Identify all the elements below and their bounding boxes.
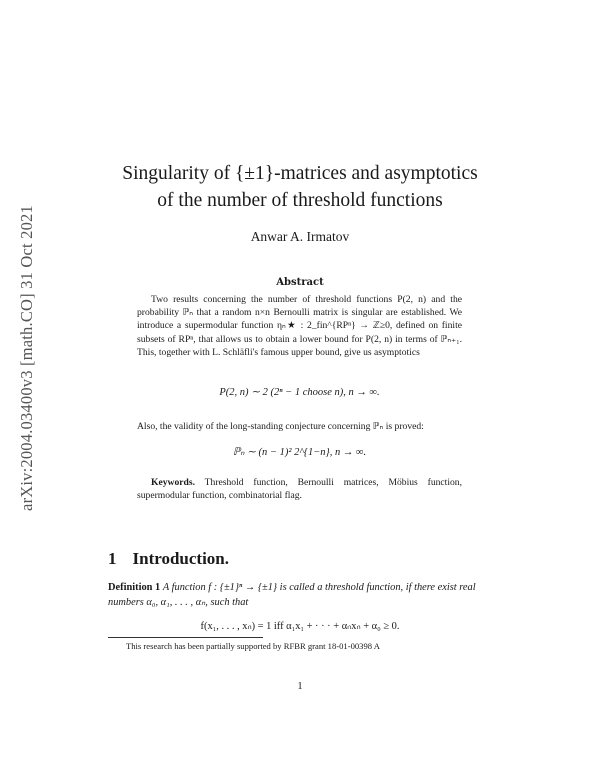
keywords-text: Threshold function, Bernoulli matrices, Möbius function, supermodular function, combinatorial flag. xyxy=(137,477,462,502)
definition-text: A function f : {±1}ⁿ → {±1} is called a threshold function, if there exist real numbers α₀, α₁, . . . , αₙ, such that xyxy=(108,582,476,608)
footnote: This research has been partially supported by RFBR grant 18-01-00398 A xyxy=(126,641,380,651)
conjecture-equation: ℙₙ ∼ (n − 1)² 2^{1−n}, n → ∞. xyxy=(232,447,367,458)
section-number: 1 xyxy=(108,549,117,568)
arxiv-identifier: arXiv:2004.03400v3 [math.CO] 31 Oct 2021 xyxy=(17,204,36,511)
footnote-rule xyxy=(108,637,263,638)
keywords xyxy=(137,476,462,502)
keywords-label: Keywords. xyxy=(151,477,195,488)
definition-equation: f(x₁, . . . , xₙ) = 1 iff α₁x₁ + · · · + αₙxₙ + α₀ ≥ 0. xyxy=(200,621,400,632)
definition-label: Definition 1 xyxy=(108,582,161,593)
asymptotic-equation: P(2, n) ∼ 2 (2ⁿ − 1 choose n), n → ∞. xyxy=(219,387,380,398)
author: Anwar A. Irmatov xyxy=(250,229,350,244)
definition-1 xyxy=(108,580,492,610)
section-heading xyxy=(108,549,229,569)
abstract-paragraph-2: Also, the validity of the long-standing conjecture concerning ℙₙ is proved: xyxy=(137,421,424,432)
abstract-heading: Abstract xyxy=(276,277,324,288)
page-number: 1 xyxy=(297,681,303,692)
title-line-1: Singularity of {±1}-matrices and asymptotics xyxy=(122,163,478,184)
title-line-2: of the number of threshold functions xyxy=(157,190,443,211)
section-title: Introduction. xyxy=(132,549,230,568)
paper-title xyxy=(80,160,520,214)
abstract-paragraph-1: Two results concerning the number of threshold functions P(2, n) and the probability ℙₙ that a random n×n Bernoulli matrix is singular are established. We introduce a supermodular function ηₙ★ : 2_fin^{RPⁿ} → ℤ≥0, defined on finite subsets of RPⁿ, that allows us to obtain a lower bound for P(2, n) in terms of ℙₙ₊₁. This, together with L. Schläfli's famous upper bound, give us asymptotics xyxy=(137,294,462,358)
